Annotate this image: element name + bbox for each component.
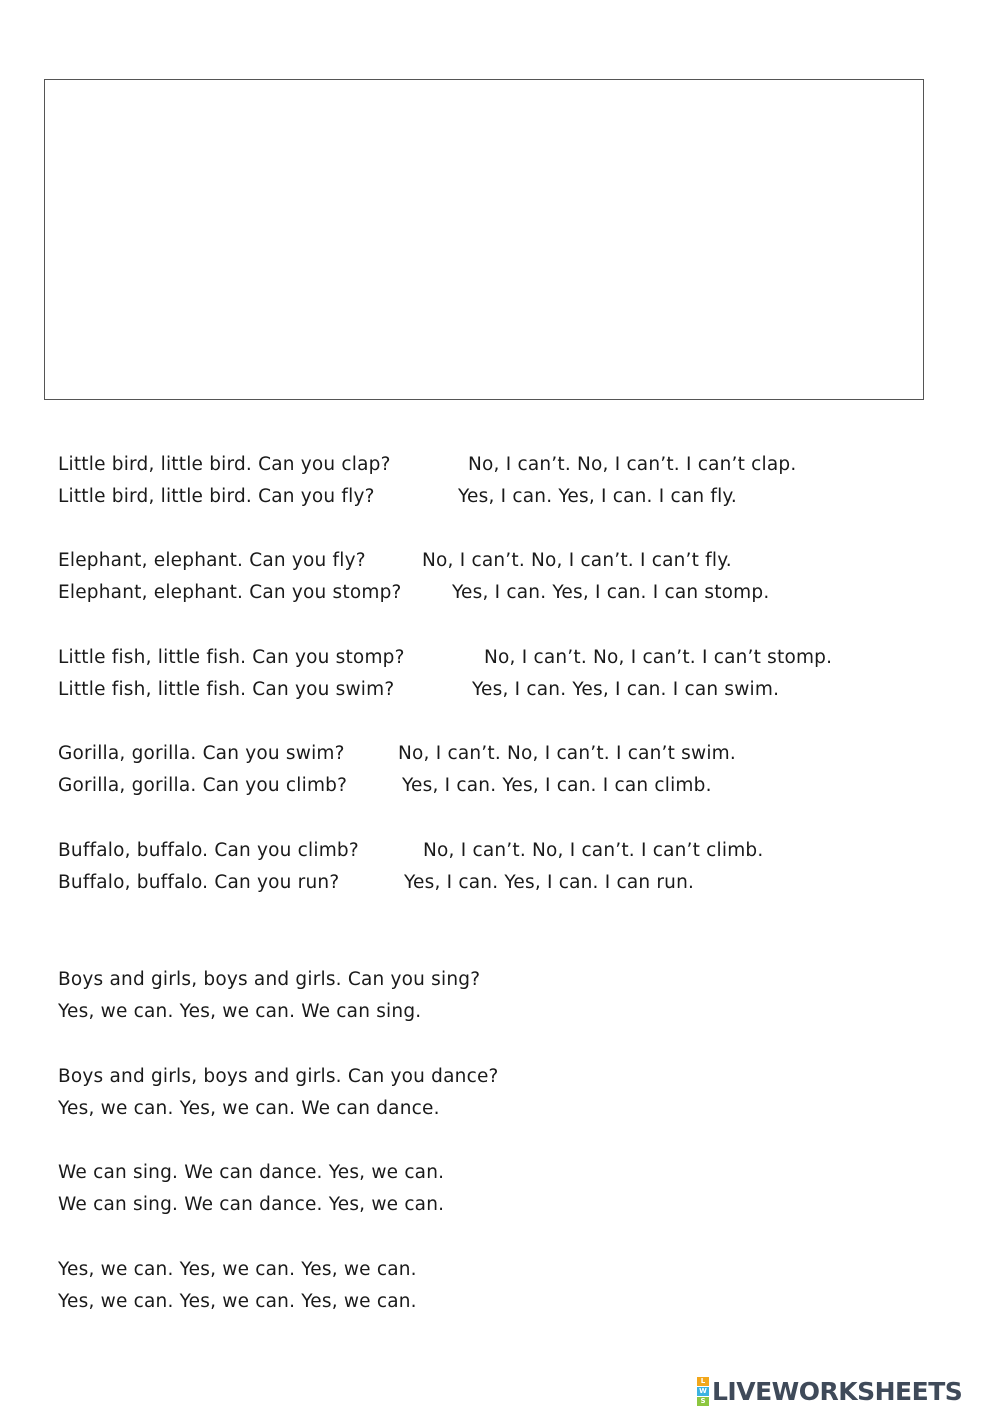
logo-block: L: [697, 1377, 709, 1386]
image-frame: [44, 79, 924, 400]
logo-blocks-icon: [697, 1376, 709, 1406]
verse-question: Buffalo, buffalo. Can you run?: [58, 872, 340, 893]
liveworksheets-logo[interactable]: [697, 1376, 962, 1406]
logo-text: LIVEWORKSHEETS: [712, 1376, 963, 1406]
verse-question: Gorilla, gorilla. Can you swim?: [58, 743, 345, 764]
chorus-line: Yes, we can. Yes, we can. Yes, we can.: [58, 1291, 417, 1312]
verse-answer: No, I can’t. No, I can’t. I can’t clap.: [468, 454, 797, 475]
verse-answer: Yes, I can. Yes, I can. I can stomp.: [452, 582, 770, 603]
chorus-line: We can sing. We can dance. Yes, we can.: [58, 1162, 445, 1183]
verse-question: Gorilla, gorilla. Can you climb?: [58, 775, 348, 796]
chorus-line: Yes, we can. Yes, we can. We can dance.: [58, 1098, 440, 1119]
verse-answer: Yes, I can. Yes, I can. I can fly.: [458, 486, 738, 507]
verse-question: Little fish, little fish. Can you stomp?: [58, 647, 405, 668]
verse-answer: No, I can’t. No, I can’t. I can’t climb.: [423, 840, 764, 861]
chorus-line: Boys and girls, boys and girls. Can you dance?: [58, 1066, 499, 1087]
verse-answer: Yes, I can. Yes, I can. I can run.: [404, 872, 695, 893]
verse-question: Elephant, elephant. Can you stomp?: [58, 582, 402, 603]
verse-answer: Yes, I can. Yes, I can. I can swim.: [472, 679, 780, 700]
chorus-line: Yes, we can. Yes, we can. Yes, we can.: [58, 1259, 417, 1280]
verse-answer: No, I can’t. No, I can’t. I can’t swim.: [398, 743, 736, 764]
logo-block: W: [697, 1387, 709, 1396]
verse-question: Elephant, elephant. Can you fly?: [58, 550, 366, 571]
chorus-line: Yes, we can. Yes, we can. We can sing.: [58, 1001, 422, 1022]
verse-answer: Yes, I can. Yes, I can. I can climb.: [402, 775, 712, 796]
logo-block: S: [697, 1397, 709, 1406]
verse-question: Little fish, little fish. Can you swim?: [58, 679, 395, 700]
verse-answer: No, I can’t. No, I can’t. I can’t fly.: [422, 550, 732, 571]
chorus-line: Boys and girls, boys and girls. Can you sing?: [58, 969, 481, 990]
verse-question: Little bird, little bird. Can you fly?: [58, 486, 375, 507]
chorus-line: We can sing. We can dance. Yes, we can.: [58, 1194, 445, 1215]
verse-answer: No, I can’t. No, I can’t. I can’t stomp.: [484, 647, 833, 668]
verse-question: Buffalo, buffalo. Can you climb?: [58, 840, 359, 861]
verse-question: Little bird, little bird. Can you clap?: [58, 454, 391, 475]
